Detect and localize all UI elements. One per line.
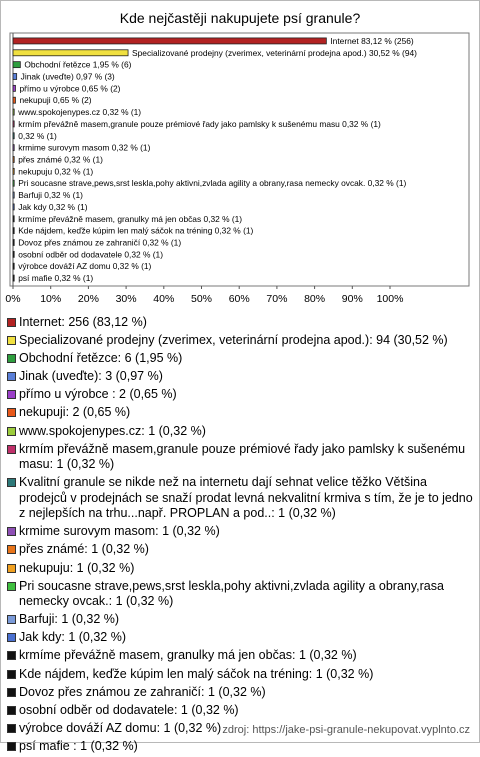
legend-swatch xyxy=(7,445,16,454)
legend-item xyxy=(7,542,473,558)
bar-label: Jak kdy 0,32 % (1) xyxy=(18,201,88,212)
bar xyxy=(13,204,14,210)
x-tick-label: 70% xyxy=(266,293,288,305)
legend-item xyxy=(7,561,473,577)
legend-swatch xyxy=(7,427,16,436)
bar-label: nekupuji 0,65 % (2) xyxy=(19,95,92,106)
bar xyxy=(13,145,14,151)
x-tick-label: 60% xyxy=(228,293,250,305)
bar-label: výrobce dováží AZ domu 0,32 % (1) xyxy=(18,261,152,272)
legend-label: Pri soucasne strave,pews,srst leskla,pohy aktivni,zvlada agility a obrany,rasa nemecky ovcak.: 1 (0,32 %) xyxy=(19,578,444,609)
legend-item xyxy=(7,369,473,385)
legend-swatch xyxy=(7,582,16,591)
legend-item xyxy=(7,648,473,664)
legend-swatch xyxy=(7,527,16,536)
legend-label: Dovoz přes známou ze zahraničí: 1 (0,32 %) xyxy=(19,684,266,699)
bar-label: krmím převážně masem,granule pouze prémiové řady jako pamlsky k sušenému masu 0,32 % (1) xyxy=(18,118,381,129)
legend-label: Kvalitní granule se nikde než na internetu dají sehnat velice těžko Většina prodejců v prodejnách se snaží prodat levná nekvalitní krmiva s tím, že je to jedno z nejlepších na trhu...např. PROPLAN a pod..: 1 (0,32 %) xyxy=(19,475,473,521)
bar xyxy=(13,216,14,222)
chart-legend xyxy=(7,315,473,757)
legend-label: Specializované prodejny (zverimex, veterinární prodejna apod.): 94 (30,52 %) xyxy=(19,333,448,348)
bar xyxy=(13,50,128,56)
x-tick-label: 100% xyxy=(376,293,404,305)
bar-label: přímo u výrobce 0,65 % (2) xyxy=(19,83,121,94)
bar-label: Pri soucasne strave,pews,srst leskla,pohy aktivni,zvlada agility a obrany,rasa nemecky ovcak. 0,32 % (1) xyxy=(18,178,407,189)
legend-swatch xyxy=(7,408,16,417)
bar-chart xyxy=(0,0,480,310)
legend-item xyxy=(7,524,473,540)
x-tick-label: 50% xyxy=(190,293,213,305)
chart-title: Kde nejčastěji nakupujete psí granule? xyxy=(119,10,361,26)
x-tick-label: 80% xyxy=(304,293,326,305)
legend-item xyxy=(7,315,473,331)
legend-label: Kde nájdem, keďže kúpim len malý sáčok na tréning: 1 (0,32 %) xyxy=(19,666,374,681)
bar xyxy=(13,97,15,103)
legend-item xyxy=(7,405,473,421)
legend-label: krmíme převážně masem, granulky má jen občas: 1 (0,32 %) xyxy=(19,648,357,663)
legend-label: Internet: 256 (83,12 %) xyxy=(19,315,147,329)
legend-swatch xyxy=(7,724,16,733)
x-tick-label: 40% xyxy=(153,293,175,305)
bar-label: Dovoz přes známou ze zahraničí 0,32 % (1) xyxy=(18,237,182,248)
legend-swatch xyxy=(7,688,16,697)
bar xyxy=(13,192,14,198)
bar xyxy=(13,263,14,269)
legend-item xyxy=(7,475,473,522)
bar-label: nekupuju 0,32 % (1) xyxy=(18,166,94,177)
legend-item xyxy=(7,351,473,367)
bar-label: Internet 83,12 % (256) xyxy=(330,35,414,46)
bar xyxy=(13,85,15,91)
legend-swatch xyxy=(7,390,16,399)
source-caption: zdroj: https://jake-psi-granule-nekupovat.vyplnto.cz xyxy=(222,724,470,736)
legend-label: nekupuji: 2 (0,65 %) xyxy=(19,405,131,420)
bar xyxy=(13,62,20,68)
x-tick-label: 0% xyxy=(5,293,21,305)
legend-swatch xyxy=(7,478,16,487)
legend-item xyxy=(7,612,473,628)
legend-swatch xyxy=(7,651,16,660)
bar-label: Specializované prodejny (zverimex, veterinární prodejna apod.) 30,52 % (94) xyxy=(132,47,417,58)
legend-item xyxy=(7,703,473,719)
legend-swatch xyxy=(7,545,16,554)
bar-label: 0,32 % (1) xyxy=(18,130,57,141)
legend-label: přes známé: 1 (0,32 %) xyxy=(19,542,149,557)
bar xyxy=(13,275,14,281)
bar-label: Barfuji 0,32 % (1) xyxy=(18,190,83,201)
bar-label: osobní odběr od dodavatele 0,32 % (1) xyxy=(18,249,164,260)
legend-swatch xyxy=(7,564,16,573)
bar xyxy=(13,74,17,80)
legend-swatch xyxy=(7,615,16,624)
legend-item xyxy=(7,579,473,610)
legend-label: přímo u výrobce : 2 (0,65 %) xyxy=(19,387,177,402)
bar xyxy=(13,109,14,115)
legend-item xyxy=(7,739,473,755)
bar-label: krmíme převážně masem, granulky má jen občas 0,32 % (1) xyxy=(18,213,243,224)
legend-item xyxy=(7,424,473,440)
bar-label: krmime surovym masom 0,32 % (1) xyxy=(18,142,151,153)
legend-item xyxy=(7,333,473,349)
legend-swatch xyxy=(7,354,16,363)
bar-label: přes známé 0,32 % (1) xyxy=(18,154,103,165)
x-tick-label: 20% xyxy=(77,293,99,305)
bar xyxy=(13,180,14,186)
legend-label: Jinak (uveďte): 3 (0,97 %) xyxy=(19,369,163,384)
legend-label: psí mafie : 1 (0,32 %) xyxy=(19,738,138,753)
bar xyxy=(13,228,14,234)
legend-item xyxy=(7,387,473,403)
legend-label: krmím převážně masem,granule pouze prémiové řady jako pamlsky k sušenému masu: 1 (0,32 %) xyxy=(19,441,466,472)
legend-label: osobní odběr od dodavatele: 1 (0,32 %) xyxy=(19,702,239,717)
legend-label: Barfuji: 1 (0,32 %) xyxy=(19,612,120,627)
legend-swatch xyxy=(7,706,16,715)
legend-label: Obchodní řetězce: 6 (1,95 %) xyxy=(19,351,183,366)
legend-swatch xyxy=(7,633,16,642)
legend-swatch xyxy=(7,372,16,381)
bar xyxy=(13,121,14,127)
bar xyxy=(13,251,14,257)
bar-label: Kde nájdem, keďže kúpim len malý sáčok na tréning 0,32 % (1) xyxy=(18,225,254,236)
legend-label: nekupuju: 1 (0,32 %) xyxy=(19,560,135,575)
legend-label: Jak kdy: 1 (0,32 %) xyxy=(19,630,126,645)
bar xyxy=(13,157,14,163)
legend-item xyxy=(7,685,473,701)
bar-label: www.spokojenypes.cz 0,32 % (1) xyxy=(18,107,142,118)
x-tick-label: 30% xyxy=(115,293,137,305)
legend-label: www.spokojenypes.cz: 1 (0,32 %) xyxy=(19,423,206,438)
legend-swatch xyxy=(7,318,16,327)
legend-label: výrobce dováží AZ domu: 1 (0,32 %) xyxy=(19,720,222,735)
bar-label: Obchodní řetězce 1,95 % (6) xyxy=(24,59,132,70)
legend-swatch xyxy=(7,742,16,751)
legend-swatch xyxy=(7,336,16,345)
x-tick-label: 10% xyxy=(40,293,62,305)
x-tick-label: 90% xyxy=(341,293,363,305)
legend-swatch xyxy=(7,670,16,679)
legend-item xyxy=(7,667,473,683)
legend-label: krmime surovym masom: 1 (0,32 %) xyxy=(19,524,220,539)
bar xyxy=(13,38,326,44)
bar xyxy=(13,168,14,174)
legend-item xyxy=(7,630,473,646)
bar xyxy=(13,133,14,139)
bar xyxy=(13,240,14,246)
bar-label: psí mafie 0,32 % (1) xyxy=(18,273,94,284)
legend-item xyxy=(7,442,473,473)
bar-label: Jinak (uveďte) 0,97 % (3) xyxy=(20,71,115,82)
